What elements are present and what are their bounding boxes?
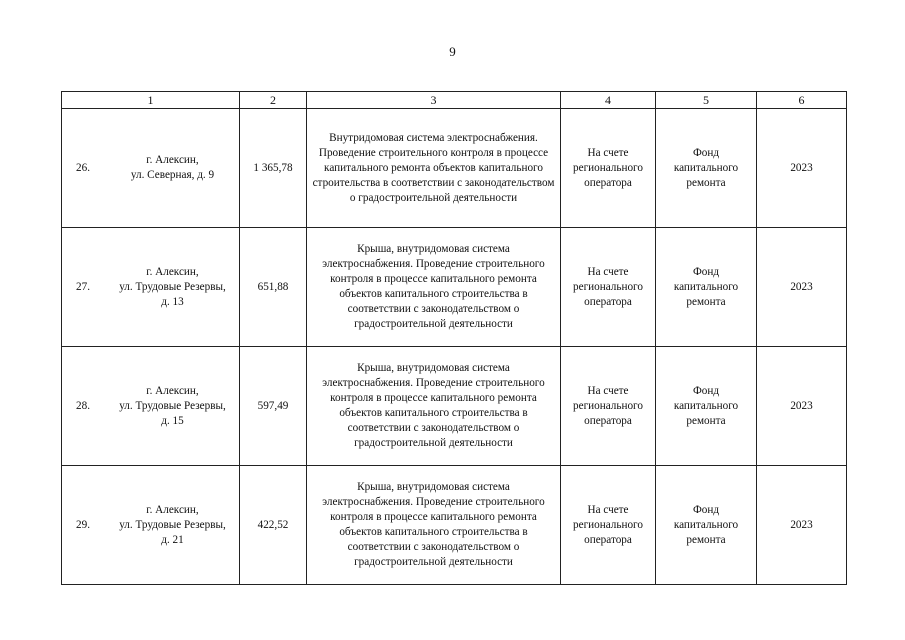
cost-cell: 1 365,78 xyxy=(240,109,307,228)
account-cell: На счете регионального оператора xyxy=(561,228,656,347)
address-cell xyxy=(62,109,240,228)
address-line: г. Алексин, xyxy=(146,384,199,397)
year-cell: 2023 xyxy=(757,347,847,466)
fund-cell: Фонд капитального ремонта xyxy=(656,228,757,347)
address xyxy=(110,384,235,429)
address xyxy=(110,503,235,548)
column-header: 2 xyxy=(240,92,307,109)
address-line: д. 13 xyxy=(161,295,184,308)
address-line: г. Алексин, xyxy=(146,265,199,278)
address-cell xyxy=(62,347,240,466)
works-cell: Крыша, внутридомовая система электроснабжения. Проведение строительного контроля в процессе капитального ремонта объектов капитального строительства в соответствии с законодательством о градостроительной деятельности xyxy=(307,228,561,347)
works-cell: Крыша, внутридомовая система электроснабжения. Проведение строительного контроля в процессе капитального ремонта объектов капитального строительства в соответствии с законодательством о градостроительной деятельности xyxy=(307,466,561,585)
year-cell: 2023 xyxy=(757,466,847,585)
address-line: ул. Трудовые Резервы, xyxy=(119,399,226,412)
fund-cell: Фонд капитального ремонта xyxy=(656,347,757,466)
address-line: д. 21 xyxy=(161,533,184,546)
column-header: 5 xyxy=(656,92,757,109)
address-line: д. 15 xyxy=(161,414,184,427)
address-cell xyxy=(62,466,240,585)
address-line: ул. Трудовые Резервы, xyxy=(119,280,226,293)
page-number: 9 xyxy=(449,44,456,59)
cost-cell: 651,88 xyxy=(240,228,307,347)
repair-works-table xyxy=(61,91,847,585)
column-header: 4 xyxy=(561,92,656,109)
fund-cell: Фонд капитального ремонта xyxy=(656,466,757,585)
account-cell: На счете регионального оператора xyxy=(561,109,656,228)
column-header: 3 xyxy=(307,92,561,109)
address-line: ул. Трудовые Резервы, xyxy=(119,518,226,531)
table-row xyxy=(62,466,847,585)
table-row xyxy=(62,347,847,466)
header-row xyxy=(62,92,847,109)
address-line: г. Алексин, xyxy=(146,503,199,516)
year-cell: 2023 xyxy=(757,109,847,228)
fund-cell: Фонд капитального ремонта xyxy=(656,109,757,228)
address-cell xyxy=(62,228,240,347)
row-number: 28. xyxy=(76,399,90,412)
table-row xyxy=(62,228,847,347)
year-cell: 2023 xyxy=(757,228,847,347)
column-header: 1 xyxy=(62,92,240,109)
table-row xyxy=(62,109,847,228)
address xyxy=(110,265,235,310)
works-cell: Внутридомовая система электроснабжения. Проведение строительного контроля в процессе капитального ремонта объектов капитального строительства в соответствии с законодательством о градостроительной деятельности xyxy=(307,109,561,228)
cost-cell: 597,49 xyxy=(240,347,307,466)
address-line: г. Алексин, xyxy=(146,154,199,166)
account-cell: На счете регионального оператора xyxy=(561,347,656,466)
row-number: 26. xyxy=(76,161,90,174)
cost-cell: 422,52 xyxy=(240,466,307,585)
row-number: 27. xyxy=(76,280,90,293)
address-line: ул. Северная, д. 9 xyxy=(130,169,215,181)
column-header: 6 xyxy=(757,92,847,109)
row-number: 29. xyxy=(76,518,90,531)
address xyxy=(110,153,235,183)
works-cell: Крыша, внутридомовая система электроснабжения. Проведение строительного контроля в процессе капитального ремонта объектов капитального строительства в соответствии с законодательством о градостроительной деятельности xyxy=(307,347,561,466)
account-cell: На счете регионального оператора xyxy=(561,466,656,585)
